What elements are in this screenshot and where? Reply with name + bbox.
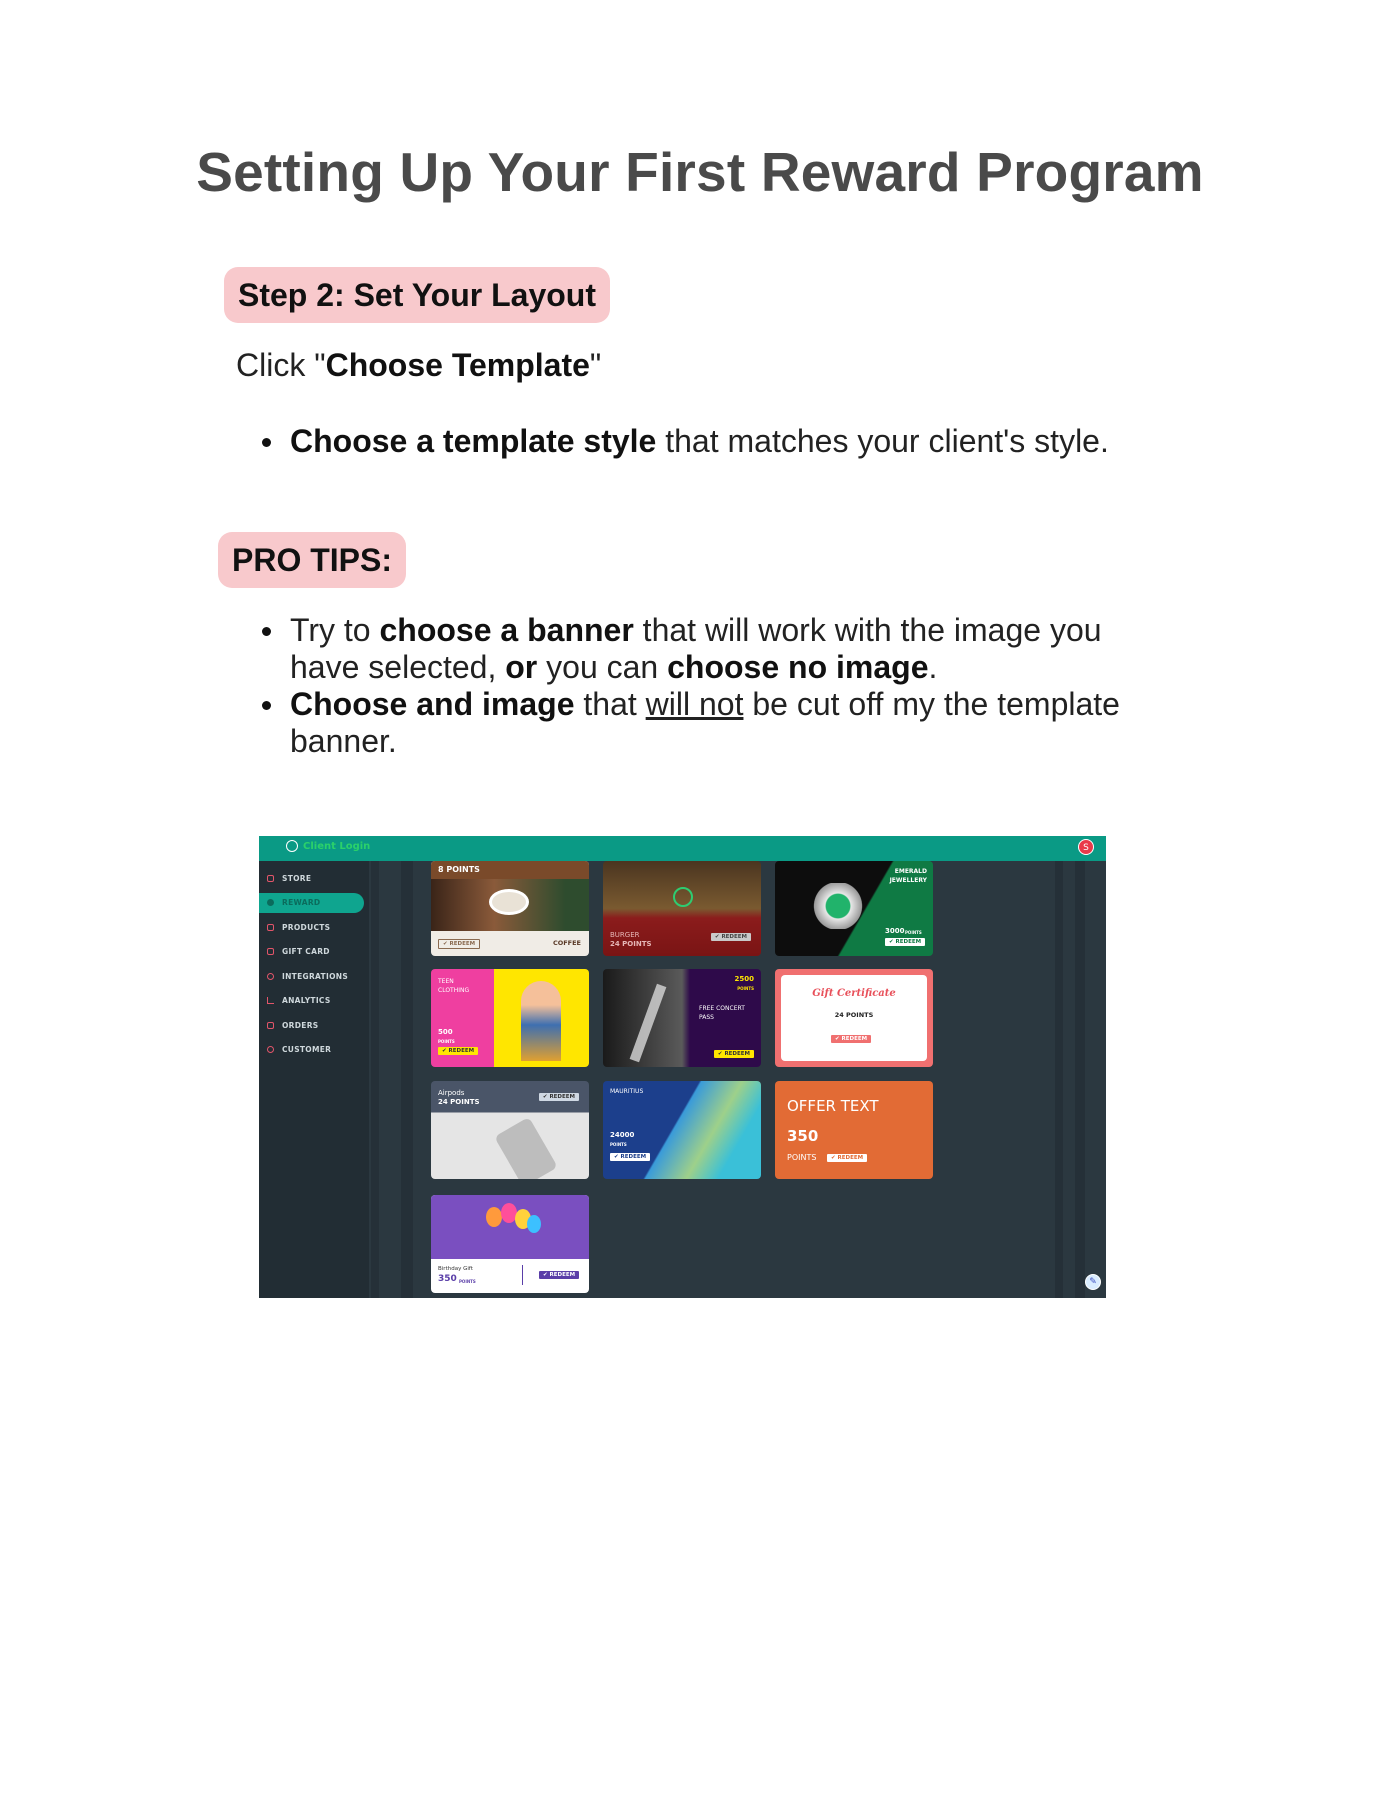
gift-card-icon — [267, 948, 274, 955]
edit-pen-icon[interactable]: ✎ — [1085, 1274, 1101, 1290]
click-suffix: " — [589, 347, 602, 383]
card-name: CLOTHING — [438, 987, 470, 994]
offer-title: OFFER TEXT — [787, 1097, 879, 1115]
redeem-button[interactable]: ✔ REDEEM — [711, 933, 751, 941]
card-name: COFFEE — [552, 939, 581, 947]
card-name: TEEN — [438, 978, 454, 985]
integrations-icon — [267, 973, 274, 980]
page-title: Setting Up Your First Reward Program — [196, 141, 1204, 203]
scroll-track — [371, 861, 379, 1298]
card-name: FREE CONCERT — [699, 1005, 745, 1012]
card-points: 500 — [438, 1028, 453, 1036]
card-points: 24 POINTS — [438, 1098, 480, 1106]
gift-certificate-title: Gift Certificate — [812, 988, 896, 999]
card-name: EMERALD — [894, 868, 927, 875]
store-icon — [267, 875, 274, 882]
products-icon — [267, 924, 274, 931]
card-points-unit: POINTS — [737, 986, 754, 991]
tip-underline: will not — [645, 686, 744, 722]
redeem-button[interactable]: ✔ REDEEM — [610, 1153, 650, 1161]
card-points-unit: POINTS — [438, 1039, 455, 1044]
card-points: 3000 — [885, 927, 905, 935]
reward-icon — [267, 899, 274, 906]
card-name: JEWELLERY — [889, 877, 927, 884]
sidebar-item-integrations[interactable] — [259, 967, 369, 987]
sidebar-item-analytics[interactable] — [259, 991, 369, 1011]
tip-text: be cut off my the template banner. — [290, 686, 1120, 759]
tip-bullet — [258, 686, 1178, 760]
reward-card-concert[interactable] — [603, 969, 761, 1067]
pro-tips-heading: PRO TIPS: — [218, 532, 406, 588]
customer-icon — [267, 1046, 274, 1053]
sidebar-item-store[interactable] — [259, 869, 369, 889]
card-name: Airpods — [438, 1089, 465, 1097]
sidebar-item-gift-card[interactable] — [259, 942, 369, 962]
step-bullet — [258, 423, 1208, 460]
scroll-track — [401, 861, 413, 1298]
reward-card-birthday[interactable] — [431, 1195, 589, 1293]
tip-bold: or — [505, 649, 538, 685]
step-bullet-list — [258, 423, 1208, 460]
tip-text: Try to — [290, 612, 380, 648]
card-points-unit: POINTS — [787, 1153, 817, 1162]
reward-card-offer[interactable] — [775, 1081, 933, 1179]
sidebar-item-products[interactable] — [259, 918, 369, 938]
redeem-button[interactable]: ✔ REDEEM — [539, 1271, 579, 1279]
reward-card-airpods[interactable] — [431, 1081, 589, 1179]
reward-card-teen-clothing[interactable] — [431, 969, 589, 1067]
click-instruction — [236, 347, 601, 384]
app-screenshot — [259, 836, 1106, 1298]
bullet-text: that matches your client's style. — [656, 423, 1109, 459]
card-points-unit: POINTS — [610, 1142, 627, 1147]
redeem-button[interactable]: ✔ REDEEM — [714, 1050, 754, 1058]
analytics-icon — [267, 997, 274, 1004]
card-points-unit: POINTS — [905, 930, 922, 935]
reward-card-gift-certificate[interactable] — [775, 969, 933, 1067]
sidebar-item-label: ANALYTICS — [282, 996, 331, 1005]
redeem-button[interactable]: ✔ REDEEM — [539, 1093, 579, 1101]
sidebar-item-label: STORE — [282, 874, 312, 883]
redeem-button[interactable]: ✔ REDEEM — [438, 939, 480, 949]
card-name: PASS — [699, 1014, 714, 1021]
sidebar-item-customer[interactable] — [259, 1040, 369, 1060]
sidebar-item-label: ORDERS — [282, 1021, 319, 1030]
tip-bold: Choose and image — [290, 686, 575, 722]
click-prefix: Click " — [236, 347, 326, 383]
card-points: 350 — [438, 1274, 457, 1284]
redeem-button[interactable]: ✔ REDEEM — [885, 938, 925, 946]
sidebar-item-label: INTEGRATIONS — [282, 972, 349, 981]
card-points: 24 POINTS — [834, 1011, 874, 1019]
tip-text: . — [928, 649, 938, 685]
tip-text: that — [574, 686, 646, 722]
card-name: BURGER — [610, 931, 640, 939]
redeem-button[interactable]: ✔ REDEEM — [438, 1047, 478, 1055]
redeem-button[interactable]: ✔ REDEEM — [831, 1035, 871, 1043]
app-topbar — [259, 836, 1106, 861]
card-name: Birthday Gift — [438, 1266, 473, 1272]
scroll-track — [1055, 861, 1063, 1298]
tip-bold: choose a banner — [379, 612, 634, 648]
sidebar-item-label: GIFT CARD — [282, 947, 330, 956]
card-points-unit: POINTS — [459, 1279, 476, 1284]
sidebar-item-label: REWARD — [282, 898, 321, 907]
scroll-track — [1075, 861, 1085, 1298]
reward-card-burger[interactable] — [603, 861, 761, 956]
reward-card-emerald[interactable] — [775, 861, 933, 956]
tip-text: you can — [537, 649, 668, 685]
sidebar-item-reward[interactable] — [259, 893, 364, 913]
tip-text: that will work with the image you have selected, — [290, 612, 1102, 685]
reward-card-coffee[interactable] — [431, 861, 589, 956]
card-points: 24000 — [610, 1131, 635, 1139]
choose-template-text: Choose Template — [325, 347, 590, 383]
card-points: 24 POINTS — [610, 940, 652, 948]
card-name: MAURITIUS — [610, 1088, 644, 1095]
avatar[interactable]: S — [1078, 839, 1094, 855]
step-heading: Step 2: Set Your Layout — [224, 267, 610, 323]
sidebar-item-orders[interactable] — [259, 1016, 369, 1036]
sidebar-item-label: PRODUCTS — [282, 923, 331, 932]
sidebar-item-label: CUSTOMER — [282, 1045, 332, 1054]
tips-bullet-list — [258, 612, 1178, 760]
tip-bullet — [258, 612, 1178, 686]
reward-card-mauritius[interactable] — [603, 1081, 761, 1179]
card-points: 8 POINTS — [438, 865, 480, 874]
tip-bold: choose no image — [667, 649, 929, 685]
redeem-button[interactable]: ✔ REDEEM — [827, 1154, 867, 1162]
brand-link[interactable]: Client Login — [303, 841, 371, 852]
card-points: 350 — [787, 1127, 819, 1145]
bullet-bold: Choose a template style — [290, 423, 657, 459]
orders-icon — [267, 1022, 274, 1029]
user-circle-icon — [286, 840, 298, 852]
card-points: 2500 — [734, 975, 754, 983]
